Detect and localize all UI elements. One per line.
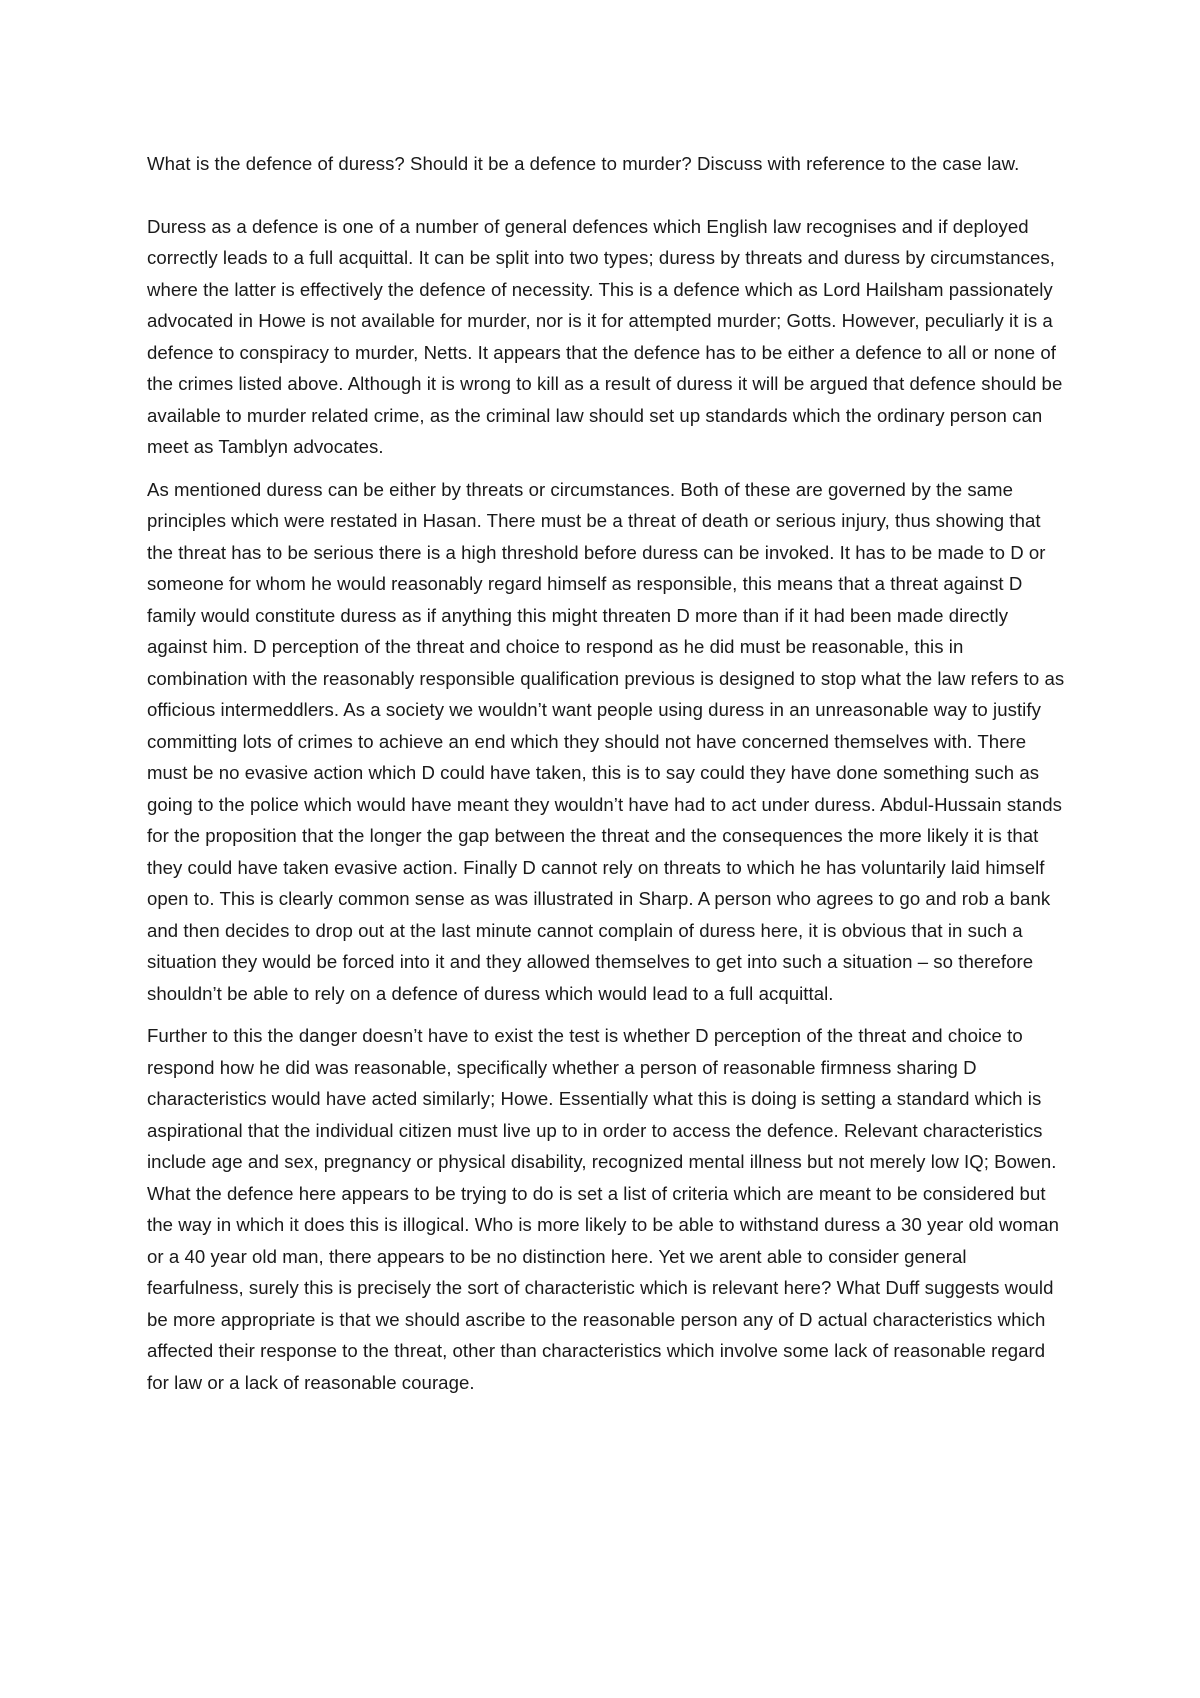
paragraph-principles: As mentioned duress can be either by threats or circumstances. Both of these are governed by the same principles which were restated in Hasan. There must be a threat of death or serious injury, thus showing that the threat has to be serious there is a high threshold before duress can be invoked. It has to be made to D or someone for whom he would reasonably regard himself as responsible, this means that a threat against D family would constitute duress as if anything this might threaten D more than if it had been made directly against him. D perception of the threat and choice to respond as he did must be reasonable, this in combination with the reasonably responsible qualification previous is designed to stop what the law refers to as officious intermeddlers. As a society we wouldn’t want people using duress in an unreasonable way to justify committing lots of crimes to achieve an end which they should not have concerned themselves with. There must be no evasive action which D could have taken, this is to say could they have done something such as going to the police which would have meant they wouldn’t have had to act under duress. Abdul-Hussain stands for the proposition that the longer the gap between the threat and the consequences the more likely it is that they could have taken evasive action. Finally D cannot rely on threats to which he has voluntarily laid himself open to. This is clearly common sense as was illustrated in Sharp. A person who agrees to go and rob a bank and then decides to drop out at the last minute cannot complain of duress here, it is obvious that in such a situation they would be forced into it and they allowed themselves to get into such a situation – so therefore shouldn’t be able to rely on a defence of duress which would lead to a full acquittal. (147, 478, 1065, 1004)
paragraph-reasonable-firmness: Further to this the danger doesn’t have to exist the test is whether D perception of the threat and choice to respond how he did was reasonable, specifically whether a person of reasonable firmness sharing D characteristics would have acted similarly; Howe. Essentially what this is doing is setting a standard which is aspirational that the individual citizen must live up to in order to access the defence. Relevant characteristics include age and sex, pregnancy or physical disability, recognized mental illness but not merely low IQ; Bowen. What the defence here appears to be trying to do is set a list of criteria which are meant to be considered but the way in which it does this is illogical. Who is more likely to be able to withstand duress a 30 year old woman or a 40 year old man, there appears to be no distinction here. Yet we arent able to consider general fearfulness, surely this is precisely the sort of characteristic which is relevant here? What Duff suggests would be more appropriate is that we should ascribe to the reasonable person any of D actual characteristics which affected their response to the threat, other than characteristics which involve some lack of reasonable regard for law or a lack of reasonable courage. (147, 1025, 1060, 1393)
essay-question: What is the defence of duress? Should it be a defence to murder? Discuss with reference to the case law. (147, 153, 1020, 174)
document-body (147, 148, 1067, 1409)
paragraph-introduction: Duress as a defence is one of a number of general defences which English law recognises and if deployed correctly leads to a full acquittal. It can be split into two types; duress by threats and duress by circumstances, where the latter is effectively the defence of necessity. This is a defence which as Lord Hailsham passionately advocated in Howe is not available for murder, nor is it for attempted murder; Gotts. However, peculiarly it is a defence to conspiracy to murder, Netts. It appears that the defence has to be either a defence to all or none of the crimes listed above. Although it is wrong to kill as a result of duress it will be argued that defence should be available to murder related crime, as the criminal law should set up standards which the ordinary person can meet as Tamblyn advocates. (147, 215, 1063, 457)
